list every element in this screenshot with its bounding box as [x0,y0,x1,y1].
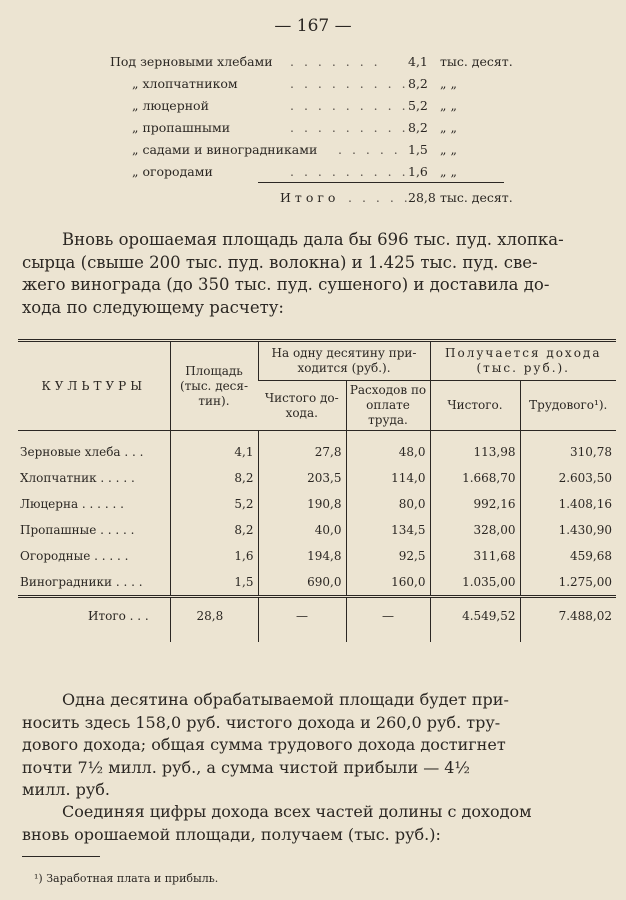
area-label: „ пропашными [132,120,231,135]
area-label: „ садами и виноградниками [132,142,318,157]
area-list-item [110,98,530,118]
cell-culture: Огородные . . . . . [20,549,129,563]
cell-labor-total: 310,78 [520,431,616,466]
cell-culture: Люцерна . . . . . . [20,497,124,511]
paragraph-combined [22,801,532,846]
text-line: почти 7½ милл. руб., а сумма чистой прибыли — 4½ [22,757,470,777]
cell-net-total: 328,00 [430,517,520,543]
dot-leader: . . . . . [348,190,411,205]
sum-rule [258,182,504,183]
page-number: — 167 — [274,16,352,36]
cell-net-per-des: 27,8 [258,431,346,466]
area-label: „ огородами [132,164,213,179]
income-table [18,339,616,642]
cell-labor-total: 1.275,00 [520,569,616,597]
area-list-item [110,164,530,184]
header-labor-costs: Расходов по оплате труда. [346,381,430,431]
header-net-income-per-des: Чистого до-хода. [258,381,346,431]
cell-net-per-des: 40,0 [258,517,346,543]
cell-area: 4,1 [170,431,258,466]
footnote-rule [22,856,100,857]
cell-area: 5,2 [170,491,258,517]
area-unit: тыс. десят. [440,54,513,69]
text-line: Одна десятина обрабатываемой площади будет при- [62,690,509,709]
cell-net-per-des: 690,0 [258,569,346,597]
area-value: 1,5 [408,142,428,157]
area-label: „ люцерной [132,98,209,113]
header-net-total: Чистого. [430,381,520,431]
text-line: сырца (свыше 200 тыс. пуд. волокна) и 1.425 тыс. пуд. све- [22,252,538,272]
cell-labor-total: 1.430,90 [520,517,616,543]
area-value: 8,2 [408,76,428,91]
total-value: 28,8 [408,190,436,205]
header-labor-total: Трудового¹). [520,381,616,431]
header-per-desyatina: На одну десятину при-ходится (руб.). [258,341,430,381]
cell-labor-total: 1.408,16 [520,491,616,517]
cell-labor-per-des: 80,0 [346,491,430,517]
cell-area: 8,2 [170,517,258,543]
cell-total-net: 4.549,52 [430,597,520,643]
dot-leader: . . . . . . . . . [290,98,409,113]
cell-total-label: Итого . . . [18,597,170,643]
cell-area: 1,5 [170,569,258,597]
cell-labor-per-des: 48,0 [346,431,430,466]
table-row [18,517,616,543]
table-total-row [18,597,616,643]
text-line: дового дохода; общая сумма трудового дохода достигнет [22,735,506,754]
dot-leader: . . . . . . . [290,54,381,69]
dot-leader: . . . . . . . . . [290,120,409,135]
area-list-item [110,54,530,74]
text-line: вновь орошаемой площади, получаем (тыс. руб.): [22,824,441,844]
text-line: милл. руб. [22,780,110,799]
cell-labor-per-des: 134,5 [346,517,430,543]
footnote: ¹) Заработная плата и прибыль. [34,872,219,885]
text-line: Соединяя цифры дохода всех частей долины с доходом [62,802,532,821]
area-value: 1,6 [408,164,428,179]
area-unit: „ „ [440,142,457,157]
area-list-item [110,120,530,140]
area-value: 4,1 [408,54,428,69]
header-culture: КУЛЬТУРЫ [18,341,170,431]
cell-total-net-per-des: — [258,597,346,643]
cell-total-area: 28,8 [170,597,258,643]
cell-net-total: 311,68 [430,543,520,569]
text-line: Вновь орошаемая площадь дала бы 696 тыс. пуд. хлопка- [62,230,564,249]
dot-leader: . . . . . . . . . [290,164,409,179]
area-unit: „ „ [440,164,457,179]
cell-area: 8,2 [170,465,258,491]
cell-net-per-des: 194,8 [258,543,346,569]
cell-culture: Виноградники . . . . [20,575,143,589]
text-line: хода по следующему расчету: [22,297,284,317]
cell-net-per-des: 190,8 [258,491,346,517]
table-row [18,491,616,517]
text-line: жего винограда (до 350 тыс. пуд. сушеного) и доставила до- [22,275,550,294]
cell-area: 1,6 [170,543,258,569]
cell-net-total: 1.035,00 [430,569,520,597]
paragraph-per-desyatina [22,689,509,802]
cell-labor-per-des: 114,0 [346,465,430,491]
cell-labor-per-des: 160,0 [346,569,430,597]
area-label: Под зерновыми хлебами [110,54,273,69]
area-list-item [110,142,530,162]
cell-culture: Хлопчатник . . . . . [20,471,135,485]
table-row [18,431,616,466]
area-unit: „ „ [440,76,457,91]
dot-leader: . . . . . . . . . [290,76,409,91]
table-row [18,465,616,491]
cell-culture: Пропашные . . . . . [20,523,135,537]
area-unit: „ „ [440,120,457,135]
cell-labor-total: 2.603,50 [520,465,616,491]
cell-labor-per-des: 92,5 [346,543,430,569]
total-unit: тыс. десят. [440,190,513,205]
area-value: 5,2 [408,98,428,113]
cell-net-total: 113,98 [430,431,520,466]
area-list-item [110,76,530,96]
area-unit: „ „ [440,98,457,113]
area-total [110,190,530,210]
cell-culture: Зерновые хлеба . . . [20,445,144,459]
area-label: „ хлопчатником [132,76,238,91]
cell-total-labor-per-des: — [346,597,430,643]
header-obtained-income: Получается дохода (тыс. руб.). [430,341,616,381]
cell-net-total: 1.668,70 [430,465,520,491]
paragraph-irrigated-area [22,229,564,319]
text-line: носить здесь 158,0 руб. чистого дохода и 260,0 руб. тру- [22,712,501,732]
cell-total-labor: 7.488,02 [520,597,616,643]
table-row [18,569,616,597]
dot-leader: . . . . . [338,142,401,157]
cell-net-total: 992,16 [430,491,520,517]
area-value: 8,2 [408,120,428,135]
table-row [18,543,616,569]
header-area: Площадь (тыс. деся-тин). [170,341,258,431]
cell-labor-total: 459,68 [520,543,616,569]
cell-net-per-des: 203,5 [258,465,346,491]
total-label: Итого [280,190,340,205]
